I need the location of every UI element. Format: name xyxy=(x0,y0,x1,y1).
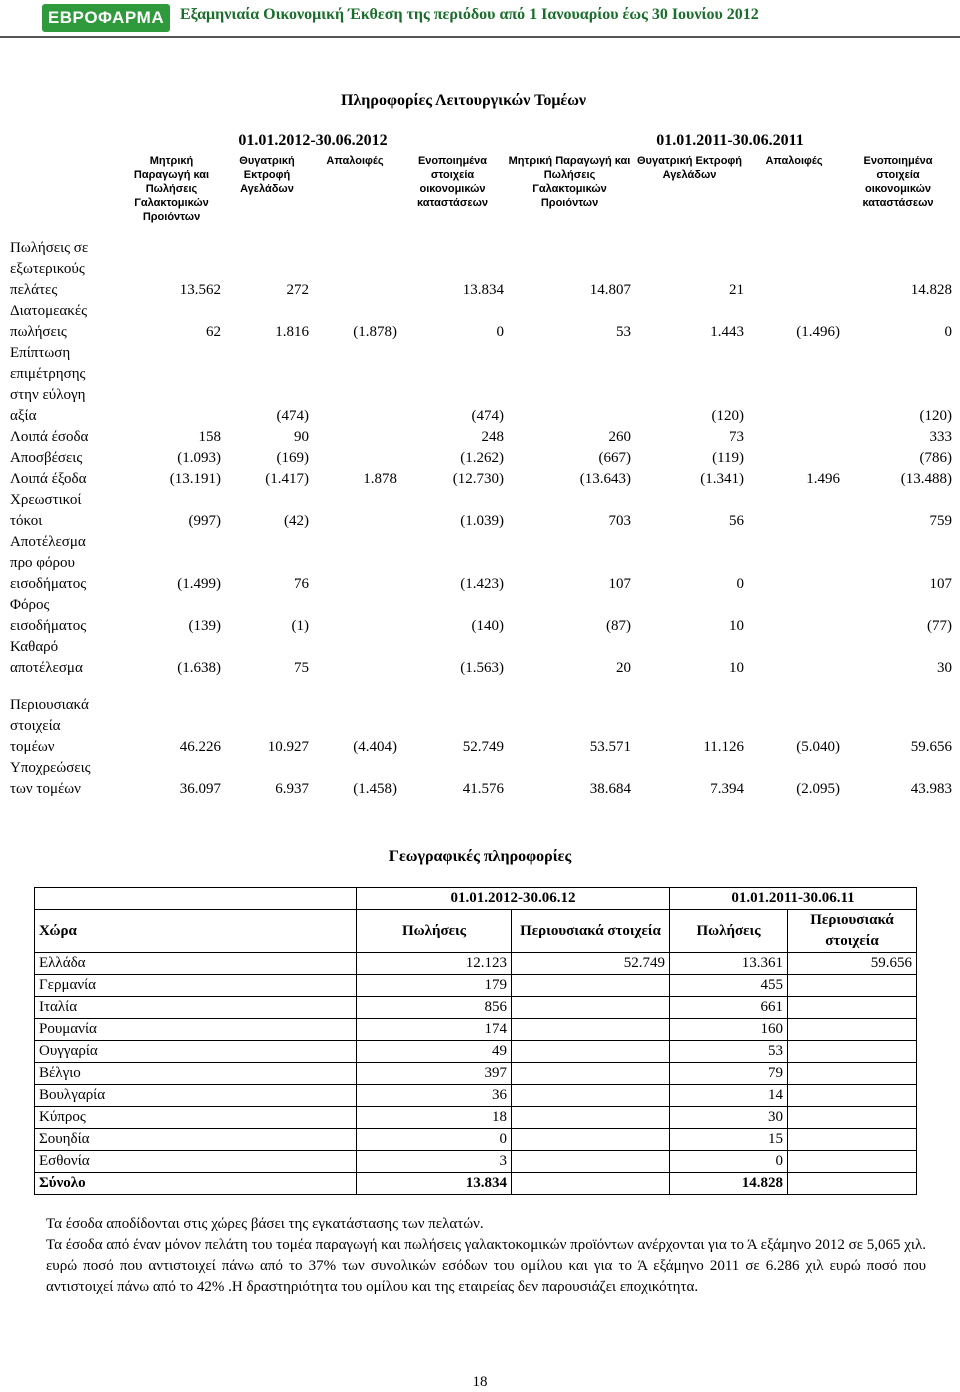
geo-row xyxy=(35,975,917,997)
geo-total-row xyxy=(35,1173,917,1195)
table-cell: (1.563) xyxy=(460,660,505,676)
table-cell: (120) xyxy=(711,408,745,424)
table-cell: (169) xyxy=(276,450,309,466)
country-name: Ιταλία xyxy=(35,997,357,1019)
geo-row xyxy=(35,1151,917,1173)
table-cell: 13.562 xyxy=(179,282,221,298)
row-label-line: Λοιπά έξοδα xyxy=(10,471,87,487)
table-row xyxy=(8,637,954,679)
geo-cell xyxy=(512,1085,670,1107)
table-cell: 6.937 xyxy=(275,781,309,797)
table-cell: (87) xyxy=(606,618,632,634)
geo-cell xyxy=(512,1063,670,1085)
geo-cell xyxy=(788,1085,917,1107)
geo-cell xyxy=(512,997,670,1019)
row-label-line: στοιχεία xyxy=(10,718,61,734)
column-header: Ενοποιημένα στοιχεία οικονομικών καταστάσεων xyxy=(417,155,488,209)
table-cell: (12.730) xyxy=(452,471,505,487)
geo-cell xyxy=(512,1129,670,1151)
table-cell: 30 xyxy=(937,660,953,676)
table-cell: (667) xyxy=(598,450,632,466)
table-cell: 52.749 xyxy=(462,739,505,755)
table-cell xyxy=(746,427,842,448)
row-label-line: επιμέτρησης xyxy=(10,366,86,382)
table-cell: 260 xyxy=(608,429,632,445)
row-label-line: Υποχρεώσεις xyxy=(10,760,91,776)
table-cell: (1.499) xyxy=(177,576,221,592)
country-name: Βέλγιο xyxy=(35,1063,357,1085)
row-label xyxy=(8,469,120,490)
table-cell: 14.828 xyxy=(910,282,953,298)
table-cell xyxy=(746,490,842,532)
table-row xyxy=(8,448,954,469)
table-cell: (786) xyxy=(919,450,953,466)
table-cell: (13.191) xyxy=(169,471,221,487)
table-row xyxy=(8,301,954,343)
table-cell: (77) xyxy=(927,618,953,634)
geo-period-2011: 01.01.2011-30.06.11 xyxy=(670,888,917,910)
table-cell: 759 xyxy=(929,513,953,529)
row-label-line: Φόρος xyxy=(10,597,50,613)
row-label-line: εισοδήματος xyxy=(10,576,87,592)
row-label-line: εισοδήματος xyxy=(10,618,87,634)
total-label: Σύνολο xyxy=(35,1173,357,1195)
geo-col-sales: Πωλήσεις xyxy=(670,910,788,953)
row-label-line: τόκοι xyxy=(10,513,43,529)
table-cell xyxy=(506,343,633,427)
table-cell: 90 xyxy=(294,429,309,445)
geo-header-row xyxy=(35,910,917,953)
geo-cell xyxy=(512,1107,670,1129)
table-cell xyxy=(120,343,223,427)
geo-cell: 52.749 xyxy=(512,953,670,975)
table-cell xyxy=(311,637,399,679)
column-header-row xyxy=(8,152,954,238)
geo-row xyxy=(35,1041,917,1063)
column-header: Θυγατρική Εκτροφή Αγελάδων xyxy=(239,155,295,195)
table-cell: 76 xyxy=(294,576,309,592)
row-label xyxy=(8,595,120,637)
geo-cell: 3 xyxy=(357,1151,512,1173)
table-cell: (139) xyxy=(188,618,221,634)
table-cell: 38.684 xyxy=(589,781,632,797)
table-cell: (1.341) xyxy=(700,471,745,487)
table-cell: (1.093) xyxy=(177,450,221,466)
table-cell: 10 xyxy=(729,618,745,634)
table-cell: 7.394 xyxy=(710,781,745,797)
table-cell: 0 xyxy=(496,324,505,340)
table-cell: 62 xyxy=(206,324,221,340)
table-cell xyxy=(311,490,399,532)
table-cell: 10 xyxy=(729,660,745,676)
geo-cell: 13.361 xyxy=(670,953,788,975)
row-label-line: προ φόρου xyxy=(10,555,75,571)
header-rule xyxy=(0,36,960,38)
table-cell: 43.983 xyxy=(910,781,953,797)
row-label-line: Λοιπά έσοδα xyxy=(10,429,89,445)
row-label-line: στην εύλογη xyxy=(10,387,86,403)
spacer-row xyxy=(8,679,954,695)
geo-row xyxy=(35,1063,917,1085)
geo-cell: 14 xyxy=(670,1085,788,1107)
country-name: Ρουμανία xyxy=(35,1019,357,1041)
row-label-line: πελάτες xyxy=(10,282,58,298)
table-cell xyxy=(746,532,842,595)
table-cell: 107 xyxy=(929,576,953,592)
column-header: Μητρική Παραγωγή και Πωλήσεις Γαλακτομικών Προιόντων xyxy=(508,155,631,209)
geo-cell: 0 xyxy=(670,1151,788,1173)
table-cell: (1.458) xyxy=(353,781,397,797)
table-cell: 53.571 xyxy=(589,739,632,755)
row-label-line: εξωτερικούς xyxy=(10,261,85,277)
table-row xyxy=(8,758,954,800)
row-label-line: αποτέλεσμα xyxy=(10,660,83,676)
geo-row xyxy=(35,1129,917,1151)
notes xyxy=(46,1214,926,1298)
header-title: Εξαμηνιαία Οικονομική Έκθεση της περιόδου από 1 Ιανουαρίου έως 30 Ιουνίου 2012 xyxy=(180,6,759,23)
geo-cell xyxy=(788,1129,917,1151)
table-cell: 703 xyxy=(608,513,632,529)
table-cell: 248 xyxy=(481,429,505,445)
geo-row xyxy=(35,1107,917,1129)
geo-cell: 15 xyxy=(670,1129,788,1151)
table-cell: 0 xyxy=(944,324,953,340)
table-cell: (474) xyxy=(276,408,309,424)
table-cell: 21 xyxy=(729,282,745,298)
table-cell: 1.878 xyxy=(363,471,397,487)
table-row xyxy=(8,595,954,637)
table-cell: (120) xyxy=(919,408,953,424)
table-cell: (1.496) xyxy=(796,324,841,340)
geo-row xyxy=(35,1019,917,1041)
geo-cell: 59.656 xyxy=(788,953,917,975)
table-row xyxy=(8,343,954,427)
geo-cell xyxy=(512,1019,670,1041)
geo-row xyxy=(35,997,917,1019)
table-cell: 75 xyxy=(294,660,309,676)
table-cell xyxy=(746,595,842,637)
row-label-line: των τομέων xyxy=(10,781,81,797)
geo-cell xyxy=(788,1151,917,1173)
row-label-line: Αποσβέσεις xyxy=(10,450,83,466)
company-logo: ΕΒΡΟΦΑΡΜΑ xyxy=(42,4,170,32)
table-row xyxy=(8,532,954,595)
table-cell: 41.576 xyxy=(462,781,505,797)
table-cell xyxy=(311,343,399,427)
page-number: 18 xyxy=(472,1374,488,1390)
column-header: Απαλοιφές xyxy=(765,155,823,167)
table-cell: 10.927 xyxy=(267,739,309,755)
column-header: Απαλοιφές xyxy=(326,155,384,167)
geo-row xyxy=(35,953,917,975)
row-label-line: Πωλήσεις σε xyxy=(10,240,89,256)
period-2011: 01.01.2011-30.06.2011 xyxy=(656,132,804,149)
row-label xyxy=(8,532,120,595)
geo-cell: 0 xyxy=(357,1129,512,1151)
row-label-line: Επίπτωση xyxy=(10,345,71,361)
geo-cell: 53 xyxy=(670,1041,788,1063)
table-cell: 14.807 xyxy=(589,282,632,298)
segment-table xyxy=(8,130,954,800)
row-label xyxy=(8,448,120,469)
table-cell: (1.423) xyxy=(460,576,505,592)
geo-cell: 36 xyxy=(357,1085,512,1107)
period-2012: 01.01.2012-30.06.2012 xyxy=(238,132,388,149)
table-cell xyxy=(746,343,842,427)
note-1: Τα έσοδα αποδίδονται στις χώρες βάσει της εγκατάστασης των πελατών. xyxy=(46,1216,484,1232)
table-cell: 333 xyxy=(929,429,953,445)
country-name: Εσθονία xyxy=(35,1151,357,1173)
table-row xyxy=(8,469,954,490)
table-cell xyxy=(311,448,399,469)
table-cell: 1.816 xyxy=(275,324,309,340)
country-name: Ελλάδα xyxy=(35,953,357,975)
geo-cell: 856 xyxy=(357,997,512,1019)
total-sales-2012: 13.834 xyxy=(357,1173,512,1195)
table-cell: (42) xyxy=(284,513,309,529)
geo-cell xyxy=(788,1019,917,1041)
table-cell: 59.656 xyxy=(910,739,953,755)
row-label xyxy=(8,427,120,448)
table-cell: 0 xyxy=(736,576,745,592)
geo-cell: 397 xyxy=(357,1063,512,1085)
country-name: Ουγγαρία xyxy=(35,1041,357,1063)
geo-period-2012: 01.01.2012-30.06.12 xyxy=(357,888,670,910)
geo-cell xyxy=(788,1107,917,1129)
geo-cell: 661 xyxy=(670,997,788,1019)
table-cell: 73 xyxy=(729,429,745,445)
table-cell: 56 xyxy=(729,513,745,529)
table-cell: (1.878) xyxy=(353,324,397,340)
geo-cell: 455 xyxy=(670,975,788,997)
table-cell: 20 xyxy=(616,660,632,676)
table-row xyxy=(8,238,954,301)
geo-table xyxy=(34,887,917,1195)
geo-cell: 18 xyxy=(357,1107,512,1129)
table-cell: (4.404) xyxy=(353,739,397,755)
table-cell: 107 xyxy=(608,576,632,592)
row-label-line: Χρεωστικοί xyxy=(10,492,82,508)
row-label xyxy=(8,758,120,800)
table-cell: 1.443 xyxy=(710,324,745,340)
geo-cell: 160 xyxy=(670,1019,788,1041)
country-name: Βουλγαρία xyxy=(35,1085,357,1107)
row-label-line: Περιουσιακά xyxy=(10,697,89,713)
row-label xyxy=(8,238,120,301)
table-cell xyxy=(311,595,399,637)
geo-cell: 179 xyxy=(357,975,512,997)
geo-cell xyxy=(512,1041,670,1063)
table-cell xyxy=(311,238,399,301)
table-cell: 36.097 xyxy=(179,781,221,797)
geo-cell: 49 xyxy=(357,1041,512,1063)
table-cell: (1) xyxy=(291,618,309,634)
table-cell: (2.095) xyxy=(796,781,841,797)
column-header: Ενοποιημένα στοιχεία οικονομικών καταστάσεων xyxy=(862,155,934,209)
country-name: Γερμανία xyxy=(35,975,357,997)
row-label xyxy=(8,343,120,427)
table-cell: 11.126 xyxy=(703,739,745,755)
table-cell xyxy=(746,448,842,469)
table-cell: (1.262) xyxy=(460,450,505,466)
row-label-line: αξία xyxy=(10,408,37,424)
row-label-line: τομέων xyxy=(10,739,55,755)
row-label-line: Καθαρό xyxy=(10,639,59,655)
geo-cell xyxy=(788,997,917,1019)
table-cell: (1.039) xyxy=(460,513,505,529)
geo-cell xyxy=(788,975,917,997)
geo-period-row xyxy=(35,888,917,910)
geo-cell xyxy=(512,975,670,997)
table-cell: 1.496 xyxy=(806,471,841,487)
table-cell xyxy=(311,427,399,448)
table-cell: (997) xyxy=(188,513,221,529)
geo-title: Γεωγραφικές πληροφορίες xyxy=(388,848,572,865)
table-cell: 272 xyxy=(286,282,309,298)
table-cell: 13.834 xyxy=(462,282,505,298)
page-header xyxy=(0,0,960,38)
row-label-line: Αποτέλεσμα xyxy=(10,534,86,550)
table-cell xyxy=(311,532,399,595)
geo-cell: 174 xyxy=(357,1019,512,1041)
geo-cell: 12.123 xyxy=(357,953,512,975)
note-2: Τα έσοδα από έναν μόνον πελάτη του τομέα παραγωγή και πωλήσεις γαλακτοκομικών προϊόντων ανέρχονται για το Ά εξάμηνο 2012 σε 5,065 χιλ. ευρώ ποσό που αντιστοιχεί πάνω από το 37% των συνολικών εσόδων του ομίλου και για το Ά εξάμηνο 2011 σε 6.286 χιλ ευρώ ποσό που αντιστοιχεί πάνω από το 42% .Η δραστηριότητα του ομίλου και της εταιρείας δεν παρουσιάζει εποχικότητα. xyxy=(46,1237,926,1295)
column-header: Θυγατρική Εκτροφή Αγελάδων xyxy=(637,155,743,181)
geo-col-country: Χώρα xyxy=(35,910,357,953)
table-cell: (1.417) xyxy=(265,471,309,487)
row-label-line: Διατομεακές xyxy=(10,303,88,319)
geo-cell xyxy=(512,1151,670,1173)
table-row xyxy=(8,695,954,758)
table-cell xyxy=(746,238,842,301)
total-sales-2011: 14.828 xyxy=(670,1173,788,1195)
period-row xyxy=(8,130,954,152)
row-label xyxy=(8,637,120,679)
table-cell: 53 xyxy=(616,324,632,340)
geo-cell: 79 xyxy=(670,1063,788,1085)
geo-row xyxy=(35,1085,917,1107)
column-header: Μητρική Παραγωγή και Πωλήσεις Γαλακτομικών Προιόντων xyxy=(133,155,210,223)
table-cell: 46.226 xyxy=(179,739,221,755)
table-cell: (119) xyxy=(712,450,745,466)
table-cell xyxy=(746,637,842,679)
geo-cell xyxy=(788,1041,917,1063)
table-cell: (5.040) xyxy=(796,739,841,755)
geo-cell xyxy=(788,1063,917,1085)
row-label-line: πωλήσεις xyxy=(10,324,67,340)
table-cell: (474) xyxy=(471,408,505,424)
table-cell: (1.638) xyxy=(177,660,221,676)
table-cell: (13.488) xyxy=(900,471,953,487)
geo-col-assets: Περιουσιακά στοιχεία xyxy=(788,910,917,953)
country-name: Κύπρος xyxy=(35,1107,357,1129)
table-row xyxy=(8,490,954,532)
table-cell: (13.643) xyxy=(579,471,632,487)
geo-col-assets: Περιουσιακά στοιχεία xyxy=(512,910,670,953)
row-label xyxy=(8,695,120,758)
geo-col-sales: Πωλήσεις xyxy=(357,910,512,953)
segments-title: Πληροφορίες Λειτουργικών Τομέων xyxy=(341,92,587,109)
country-name: Σουηδία xyxy=(35,1129,357,1151)
row-label xyxy=(8,301,120,343)
geo-cell: 30 xyxy=(670,1107,788,1129)
table-cell: (140) xyxy=(471,618,505,634)
row-label xyxy=(8,490,120,532)
table-cell: 158 xyxy=(198,429,221,445)
table-row xyxy=(8,427,954,448)
